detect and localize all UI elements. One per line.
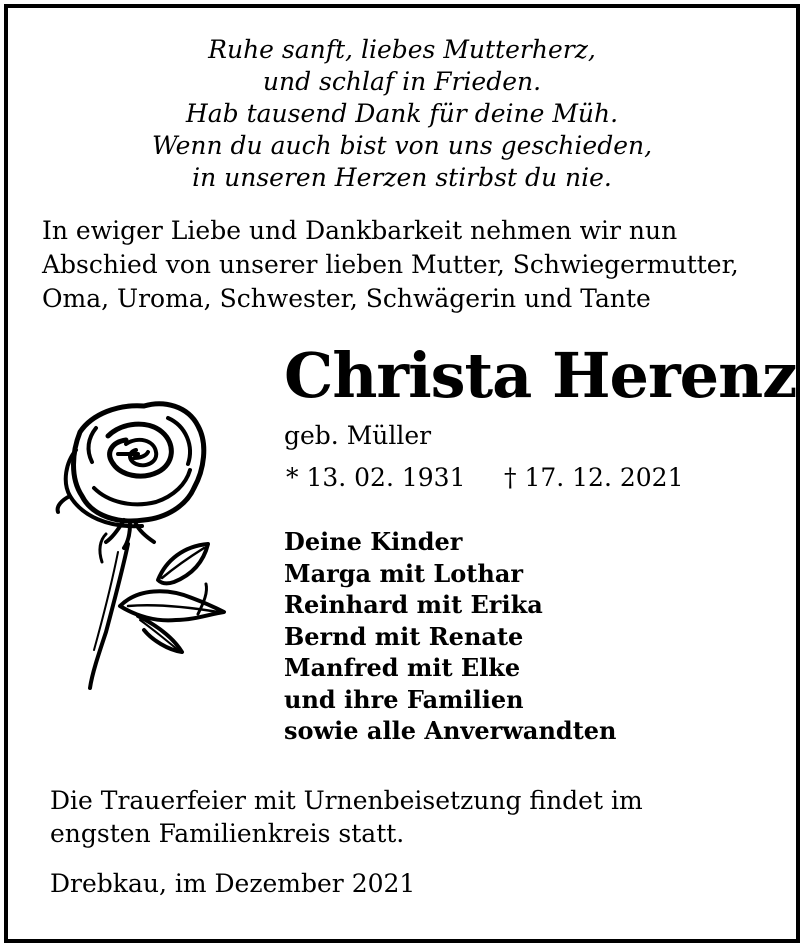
- birth-date: * 13. 02. 1931: [286, 463, 466, 492]
- rose-icon: [48, 392, 228, 692]
- poem-line: Ruhe sanft, liebes Mutterherz,: [208, 35, 596, 64]
- life-dates: [286, 460, 684, 496]
- mourners-list: [284, 526, 617, 747]
- intro-text: [42, 214, 782, 316]
- obituary-frame: [4, 4, 800, 943]
- poem-line: Hab tausend Dank für deine Müh.: [185, 99, 619, 128]
- funeral-notice: [50, 784, 643, 850]
- intro-line: Oma, Uroma, Schwester, Schwägerin und Tante: [42, 284, 651, 313]
- notice-line: Die Trauerfeier mit Urnenbeisetzung findet im: [50, 786, 643, 815]
- poem: [8, 34, 796, 194]
- death-date: † 17. 12. 2021: [504, 463, 684, 492]
- notice-line: engsten Familienkreis statt.: [50, 819, 405, 848]
- mourner-line: Deine Kinder: [284, 527, 463, 556]
- intro-line: Abschied von unserer lieben Mutter, Schwiegermutter,: [42, 250, 739, 279]
- mourner-line: Marga mit Lothar: [284, 558, 524, 588]
- mourner-line: Bernd mit Renate: [284, 621, 524, 651]
- poem-line: in unseren Herzen stirbst du nie.: [192, 163, 612, 192]
- poem-line: Wenn du auch bist von uns geschieden,: [151, 131, 653, 160]
- deceased-name: Christa Herenz: [284, 339, 797, 412]
- maiden-name: geb. Müller: [284, 421, 432, 450]
- mourner-line: und ihre Familien: [284, 684, 524, 714]
- intro-line: In ewiger Liebe und Dankbarkeit nehmen wir nun: [42, 216, 678, 245]
- mourner-line: sowie alle Anverwandten: [284, 716, 617, 745]
- poem-line: und schlaf in Frieden.: [262, 67, 542, 96]
- mourner-line: Manfred mit Elke: [284, 653, 521, 682]
- mourner-line: Reinhard mit Erika: [284, 590, 543, 619]
- place-and-date: Drebkau, im Dezember 2021: [50, 869, 416, 898]
